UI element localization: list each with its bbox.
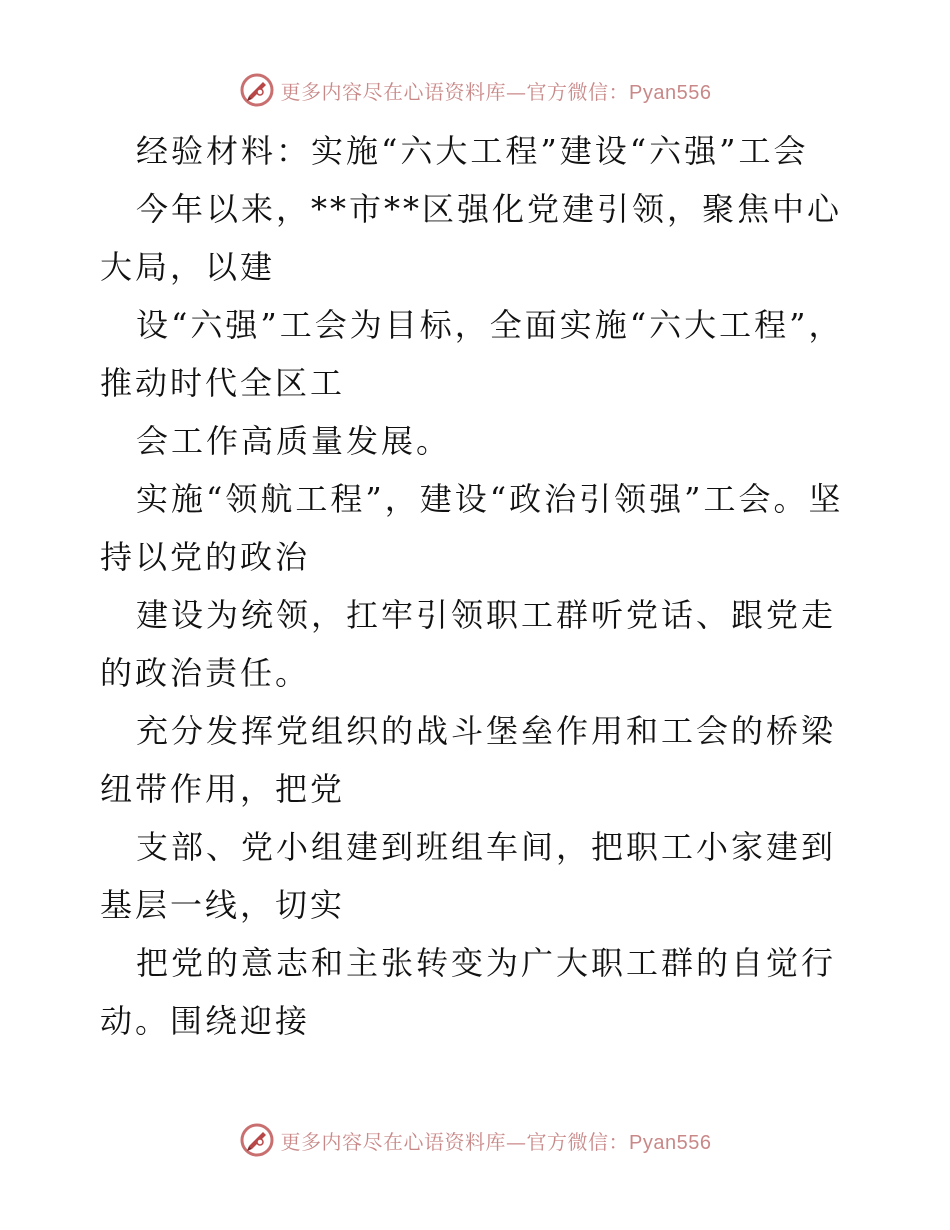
- watermark-logo-icon: [239, 72, 275, 108]
- header-watermark: [0, 72, 950, 108]
- paragraph: 支部、党小组建到班组车间，把职工小家建到基层一线，切实: [100, 828, 837, 924]
- watermark-logo-icon: [239, 1122, 275, 1158]
- paragraph: 设“六强”工会为目标，全面实施“六大工程”，推动时代全区工: [100, 306, 844, 402]
- document-body: [100, 122, 860, 1050]
- paragraph: 今年以来，**市**区强化党建引领，聚焦中心大局，以建: [100, 190, 843, 286]
- paragraph: 会工作高质量发展。: [136, 422, 452, 460]
- watermark-id: Pyan556: [629, 1131, 712, 1154]
- watermark-text: 更多内容尽在心语资料库—官方微信：: [280, 79, 630, 104]
- document-title: 经验材料：实施“六大工程”建设“六强”工会: [136, 132, 809, 170]
- watermark-text: 更多内容尽在心语资料库—官方微信：: [280, 1129, 630, 1154]
- footer-watermark: [0, 1122, 950, 1158]
- watermark-id: Pyan556: [629, 81, 712, 104]
- paragraph: 把党的意志和主张转变为广大职工群的自觉行动。围绕迎接: [100, 944, 837, 1040]
- paragraph: 充分发挥党组织的战斗堡垒作用和工会的桥梁纽带作用，把党: [100, 712, 837, 808]
- paragraph: 实施“领航工程”，建设“政治引领强”工会。坚持以党的政治: [100, 480, 844, 576]
- paragraph: 建设为统领，扛牢引领职工群听党话、跟党走的政治责任。: [100, 596, 837, 692]
